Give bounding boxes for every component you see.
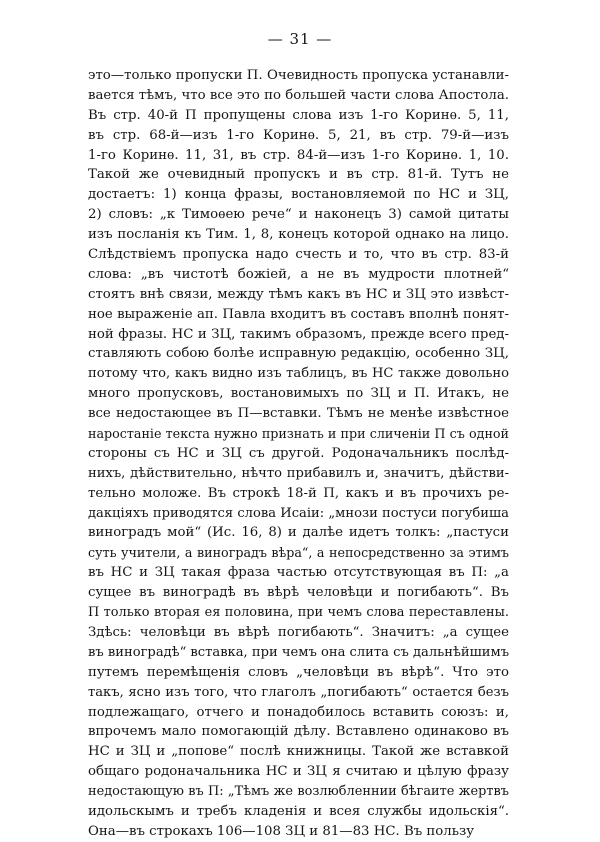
text-line: наростаніе текста нужно признать и при сличеніи П съ одной	[88, 426, 509, 442]
text-line: все недостающее въ П—вставки. Тѣмъ не менѣе извѣстное	[88, 406, 509, 422]
text-line: Слѣдствіемъ пропуска надо счесть и то, что въ стр. 83-й	[88, 247, 509, 263]
text-line: суть учители, а виноградъ вѣра“, а непосредственно за этимъ	[88, 545, 509, 561]
text-line: тельно моложе. Въ строкѣ 18-й П, какъ и въ прочихъ ре-	[88, 485, 509, 501]
text-line: Она—въ строкахъ 106—108 ЗЦ и 81—83 НС. Въ пользу	[88, 823, 475, 839]
text-line: впрочемъ мало помогающій дѣлу. Вставлено одинаково въ	[88, 724, 509, 740]
text-line: П только вторая ея половина, при чемъ слова переставлены.	[88, 605, 509, 621]
text-line: ное выраженіе ап. Павла входитъ въ составъ вполнѣ понят-	[88, 306, 509, 322]
text-line: недостающую въ П: „Тѣмъ же возлюбленнии бѣгаите жертвъ	[88, 784, 509, 800]
text-line: слова: „въ чистотѣ божіей, а не въ мудрости плотней“	[88, 266, 509, 282]
text-line: стоятъ внѣ связи, между тѣмъ какъ въ НС и ЗЦ это извѣст-	[88, 286, 509, 302]
text-line: ной фразы. НС и ЗЦ, такимъ образомъ, прежде всего пред-	[88, 326, 509, 342]
text-line: Въ стр. 40-й П пропущены слова изъ 1-го Коринѳ. 5, 11,	[88, 107, 509, 123]
text-line: изъ посланія къ Тим. 1, 8, конецъ которой однако на лицо.	[88, 227, 509, 243]
text-line: въ виноградѣ“ вставка, при чемъ она слита съ дальнѣйшимъ	[88, 644, 509, 660]
text-line: НС и ЗЦ и „попове“ послѣ книжницы. Такой же вставкой	[88, 744, 509, 760]
text-line: 2) словъ: „к Тимоѳею рече“ и наконецъ 3) самой цитаты	[88, 207, 509, 223]
text-line: Здѣсь: человѣци въ вѣрѣ погибають“. Значитъ: „а сущее	[88, 624, 509, 640]
text-line: дакціяхъ приводятся слова Исаіи: „мнози постуси погубиша	[88, 505, 509, 521]
text-line: общаго родоначальника НС и ЗЦ я считаю и цѣлую фразу	[88, 764, 509, 780]
text-line: въ стр. 68-й—изъ 1-го Коринѳ. 5, 21, въ стр. 79-й—изъ	[88, 127, 509, 143]
text-line: виноградъ мой“ (Ис. 16, 8) и далѣе идетъ толкъ: „пастуси	[88, 525, 509, 541]
page-number: — 31 —	[267, 30, 333, 48]
text-line: достаетъ: 1) конца фразы, востановляемой по НС и ЗЦ,	[88, 187, 509, 203]
text-line: потому что, какъ видно изъ таблицъ, въ НС также довольно	[88, 366, 509, 382]
text-line: сущее въ виноградѣ въ вѣрѣ человѣци и погибають“. Въ	[88, 585, 509, 601]
text-line: подлежащаго, отчего и понадобилось вставить союзъ: и,	[88, 704, 509, 720]
text-line: путемъ перемѣщенія словъ „человѣци въ вѣрѣ“. Что это	[88, 664, 509, 680]
text-line: въ НС и ЗЦ такая фраза частью отсутствующая въ П: „а	[88, 565, 509, 581]
text-line: такъ, ясно изъ того, что глаголъ „погибають“ остается безъ	[88, 684, 509, 700]
text-line: это—только пропуски П. Очевидность пропуска устанавли-	[88, 68, 509, 83]
text-line: идольскымъ и требъ кладенія и всея службы идольскія“.	[88, 803, 509, 819]
body-text	[88, 66, 509, 842]
text-line: стороны съ НС и ЗЦ съ другой. Родоначальникъ послѣд-	[88, 445, 509, 461]
text-line: вается тѣмъ, что все это по большей части слова Апостола.	[88, 87, 509, 103]
text-line: Такой же очевидный пропускъ и въ стр. 81-й. Тутъ не	[88, 167, 509, 183]
text-line: много пропусковъ, востановимыхъ по ЗЦ и П. Итакъ, не	[88, 386, 509, 402]
text-line: нихъ, дѣйствительно, нѣчто прибавилъ и, значитъ, дѣйстви-	[88, 465, 509, 481]
text-line: ставляють собою болѣе исправную редакцію, особенно ЗЦ,	[88, 346, 509, 362]
text-line: 1-го Коринѳ. 11, 31, въ стр. 84-й—изъ 1-го Коринѳ. 1, 10.	[88, 147, 509, 163]
